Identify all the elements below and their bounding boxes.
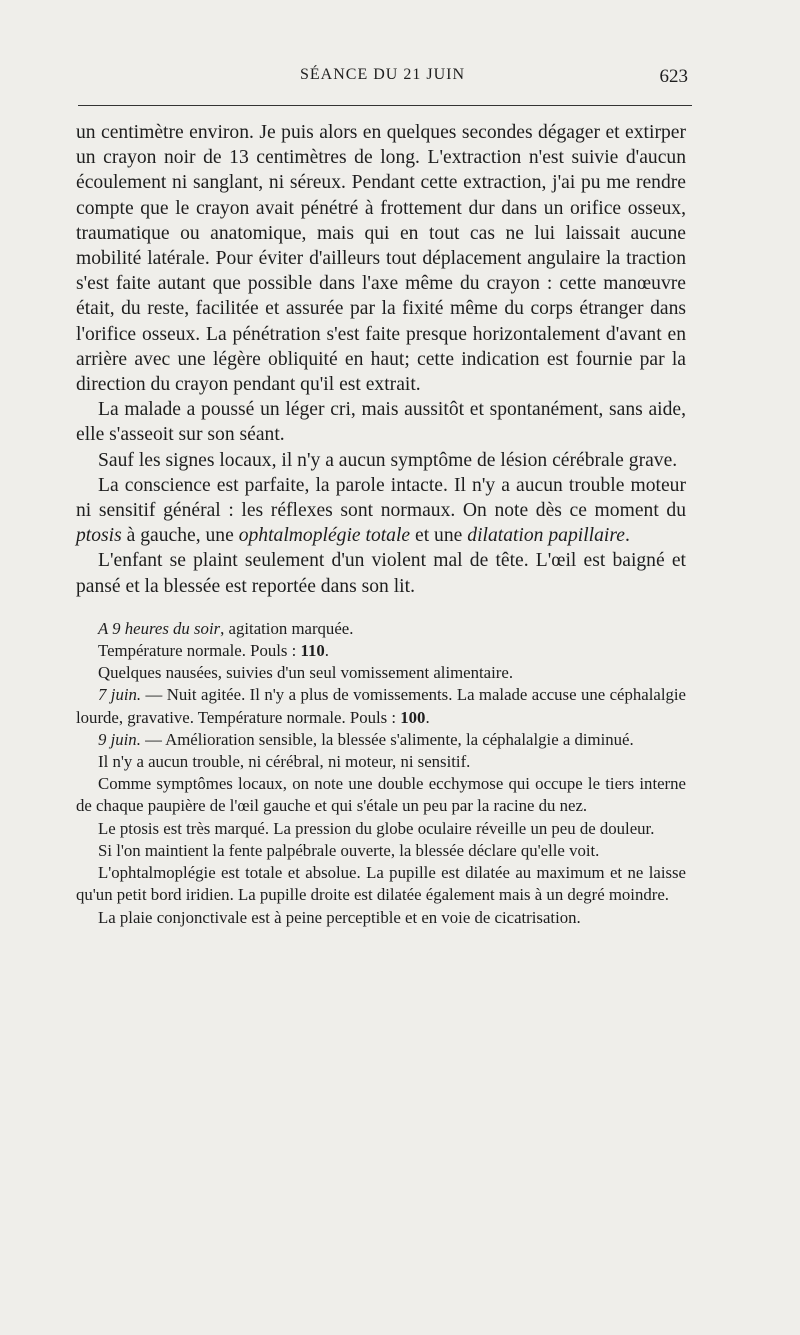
note-4-text: — Nuit agitée. Il n'y a plus de vomissements. La malade accuse une céphalalgie lourde, gravative. Température normale. Pouls : — [76, 685, 686, 727]
paragraph-2: La malade a poussé un léger cri, mais aussitôt et spontanément, sans aide, elle s'asseoit sur son séant. — [76, 399, 686, 446]
note-4 — [76, 684, 686, 728]
main-section — [76, 120, 686, 599]
note-5-date: 9 juin. — [98, 729, 141, 749]
note-1 — [76, 618, 686, 640]
p4-text-d: . — [624, 525, 630, 547]
header-rule — [78, 105, 692, 106]
p4-ophtalmoplegie: ophtalmoplégie totale — [238, 525, 411, 547]
note-3: Quelques nausées, suivies d'un seul vomissement alimentaire. — [98, 663, 514, 683]
p4-ptosis: ptosis — [76, 525, 122, 547]
p4-text-c: et une — [410, 525, 468, 547]
page-number: 623 — [659, 66, 688, 87]
paragraph-5: L'enfant se plaint seulement d'un violent mal de tête. L'œil est baigné et pansé et la blessée est reportée dans son lit. — [76, 550, 686, 597]
note-2-text: Température normale. Pouls : — [98, 641, 301, 661]
note-7: Comme symptômes locaux, on note une double ecchymose qui occupe le tiers interne de chaque paupière de l'œil gauche et qui s'étale un peu par la racine du nez. — [76, 774, 686, 816]
p4-dilatation: dilatation papillaire — [467, 525, 625, 547]
note-2 — [76, 640, 686, 662]
running-head — [0, 66, 800, 96]
paragraph-3: Sauf les signes locaux, il n'y a aucun symptôme de lésion cérébrale grave. — [98, 449, 678, 471]
note-5-text: — Amélioration sensible, la blessée s'alimente, la céphalalgie a diminué. — [140, 729, 634, 749]
note-11: La plaie conjonctivale est à peine perceptible et en voie de cicatrisation. — [98, 907, 581, 927]
note-4-date: 7 juin. — [98, 685, 142, 705]
note-4-end: . — [425, 707, 430, 727]
note-10: L'ophtalmoplégie est totale et absolue. La pupille est dilatée au maximum et ne laisse qu'un petit bord iridien. La pupille droite est dilatée également mais à un degré moindre. — [76, 863, 686, 905]
note-8: Le ptosis est très marqué. La pression du globe oculaire réveille un peu de douleur. — [98, 818, 655, 838]
running-title: SÉANCE DU 21 JUIN — [300, 66, 465, 83]
p4-text-a: La conscience est parfaite, la parole intacte. Il n'y a aucun trouble moteur ni sensitif général : les réflexes sont normaux. On note dès ce moment du — [76, 474, 686, 522]
paragraph-1: un centimètre environ. Je puis alors en quelques secondes dégager et extirper un crayon noir de 13 centimètres de long. L'extraction n'est suivie d'aucun écoulement ni sanglant, ni séreux. Pendant cette extraction, j'ai pu me rendre compte que le crayon avait pénétré à frottement dur dans un orifice osseux, traumatique ou anatomique, mais qui en tout cas ne lui laissait aucune mobilité latérale. Pour éviter d'ailleurs tout déplacement angulaire la traction s'est faite autant que possible dans l'axe même du crayon : cette manœuvre était, du reste, facilitée et assurée par la fixité même du corps étranger dans l'orifice osseux. La pénétration s'est faite presque horizontalement d'avant en arrière avec une légère obliquité en haut; cette indication est fournie par la direction du crayon pendant qu'il est extrait. — [76, 122, 686, 396]
note-9: Si l'on maintient la fente palpébrale ouverte, la blessée déclare qu'elle voit. — [98, 840, 600, 860]
note-2-pulse: 110 — [300, 641, 325, 661]
note-5 — [76, 729, 686, 751]
note-4-pulse: 100 — [400, 707, 426, 727]
note-1-text: , agitation marquée. — [220, 618, 354, 638]
paragraph-4 — [76, 473, 686, 549]
body-text — [76, 120, 686, 929]
notes-section — [76, 618, 686, 929]
note-6: Il n'y a aucun trouble, ni cérébral, ni moteur, ni sensitif. — [98, 752, 471, 772]
note-1-time: A 9 heures du soir — [98, 618, 221, 638]
p4-text-b: à gauche, une — [121, 525, 239, 547]
note-2-end: . — [324, 641, 329, 661]
